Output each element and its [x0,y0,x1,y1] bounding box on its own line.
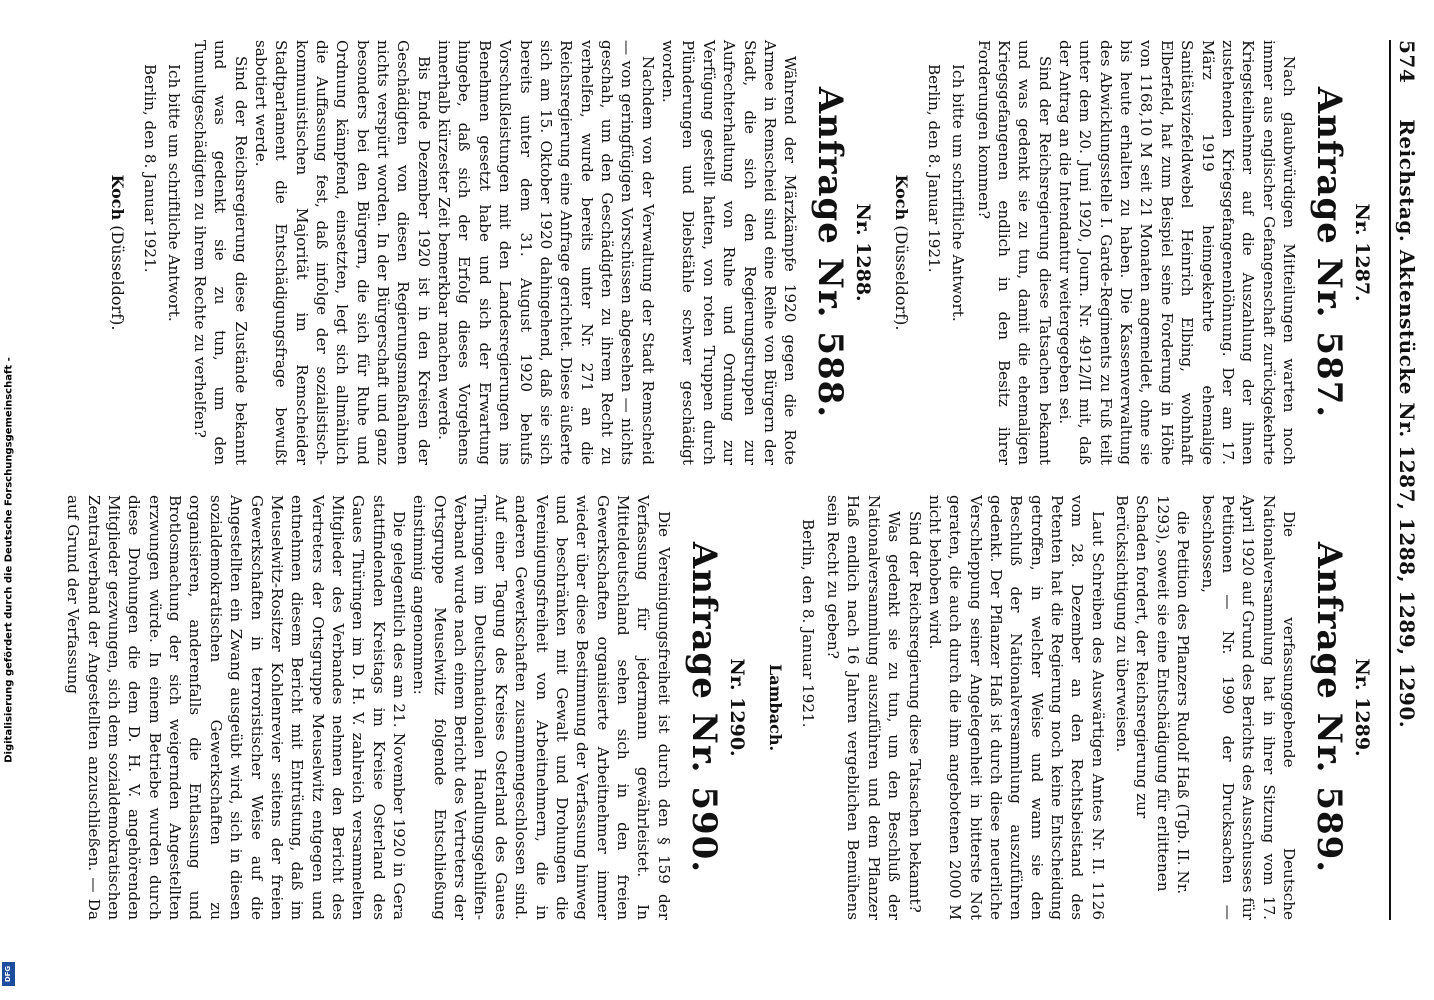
document-number: Nr. 1287. [1351,203,1373,302]
text-columns [45,40,1383,920]
page-header [1389,40,1419,920]
quoted-resolution: die Petition des Pflanzers Rudolf Haß (Tgb. II. Nr. 1293), soweit sie eine Entschädigung für erlittenen Schaden fordert, der Reichsregierung zur Berücksichtigung zu überweisen. [1113,495,1193,895]
document-number: Nr. 1289. [1351,658,1373,757]
signature-place: (Düsseldorf). [108,225,128,331]
document-1287 [892,40,1373,465]
page-number: 574 [1395,40,1419,84]
signature-name: Lambach. [765,663,785,752]
body-paragraph: Nachdem von der Verwaltung der Stadt Remscheid — von geringfügigen Vorschüssen abgesehen — nichts geschah, um den Geschädigten zu ihrem Recht zu verhelfen, wurde bereits unter Nr. 271 an die Reichsregierung eine Anfrage gerichtet. Diese äußerte sich am 15. Oktober 1920 dahingehend, daß sie sich bereits unter dem 31. August 1920 behufs Vorschußleistungen mit den Landesregierungen ins Benehmen gesetzt habe und sich der Erwartung hingebe, daß sich der Erfolg dieses Vorgehens innerhalb kürzester Zeit bemerkbar machen werde. [435,40,657,465]
question-paragraph: Sind der Reichsregierung diese Tatsachen bekannt und was gedenkt sie zu tun, damit die ehemaligen Kriegsgefangenen endlich in den Besitz ihrer Forderungen kommen? [974,40,1054,465]
date-line: Berlin, den 8. Januar 1921. [141,64,160,273]
right-column [45,495,1383,920]
resolution-paragraph: Die gelegentlich des am 21. November 1920 in Gera stattfindenden Kreistags im Kreise Osterland des Gaues Thüringen im D. H. V. zahlreich versammelten Mitglieder des Verbandes nehmen den Bericht des Vertreters der Ortsgruppe Meuselwitz entgegen und entnehmen diesem Bericht mit Entrüstung, daß im Meuselwitz-Rositzer Kohlenrevier seitens der freien Gewerkschaften in terroristischer Weise auf die Angestellten ein Zwang ausgeübt wird, sich in diesen sozialdemokratischen Gewerkschaften zu organisieren, anderenfalls die Entlassung und Brotlosmachung der sich weigernden Angestellten erzwungen würde. In einem Betriebe wurden durch diese Drohungen die dem D. H. V. angehörenden Mitglieder gezwungen, sich dem sozialdemokratischen Zentralverband der Angestellten anzuschließen. — Da auf Grund der Verfassung [64,495,409,920]
body-paragraph: Die verfassunggebende Deutsche Nationalversammlung hat in ihrer Sitzung vom 17. April 1920 auf Grund des Berichts des Ausschusses für Petitionen — Nr. 1990 der Drucksachen — beschlossen, [1198,495,1298,920]
document-number: Nr. 1288. [852,203,875,302]
page-header-title: Reichstag. Aktenstücke Nr. 1287, 1288, 1289, 1290. [1395,119,1419,729]
signature [766,495,785,920]
digitization-credit: Digitalisierung gefördert durch die Deutsche Forschungsgemeinschaft - [3,357,15,763]
signature [892,40,911,465]
inquiry-title: Anfrage Nr. 589. [1309,541,1349,874]
date-line: Berlin, den 8. Januar 1921. [925,64,944,273]
body-paragraph: Die Vereinigungsfreiheit ist durch den § 159 der Verfassung für jedermann gewährleistet. In Mitteldeutschland sehen sich in den freien Gewerkschaften organisierte Arbeitnehmer immer wieder über diese Bestimmung der Verfassung hinweg und beschränken mit Gewalt und Drohungen die Vereinigungsfreiheit von Arbeitnehmern, die in anderen Gewerkschaften zusammengeschlossen sind. Auf einer Tagung des Kreises Osterland des Gaues Thüringen im Deutschnationalen Handlungsgehilfen-Verband wurde nach einem Bericht des Vertreters der Ortsgruppe Meuselwitz folgende Entschließung einstimmig angenommen: [410,495,673,920]
body-paragraph: Sind der Reichsregierung diese Tatsachen bekannt? [905,511,924,913]
inquiry-title: Anfrage Nr. 590. [683,541,724,874]
body-paragraph: Bis Ende Dezember 1920 ist in den Kreisen der Geschädigten von diesen Regierungsmaßnahmen nichts verspürt worden. In der Bürgerschaft und ganz besonders bei den Bürgern, die sich für Ruhe und Ordnung kämpfend, einsetzten, legt sich allmählich die Auffassung fest, daß infolge der sozialistisch-kommunistischen Majorität im Remscheider Stadtparlament die Entschädigungsfrage bewußt sabotiert werde. [251,40,433,465]
dfg-logo-text: DFG [4,965,13,983]
date-line: Berlin, den 8. Januar 1921. [798,519,817,728]
signature-name: Koch [108,174,128,221]
question-paragraph: Was gedenkt sie zu tun, um den Beschluß der Nationalversammlung auszuführen und dem Pflanzer Haß endlich nach 16 Jahren vergeblichen Bemühens sein Recht zu geben? [824,495,904,920]
body-paragraph: Während der Märzkämpfe 1920 gegen die Rote Armee in Remscheid sind eine Reihe von Bürgern der Stadt, die sich den Regierungstruppen zur Aufrechterhaltung von Ruhe und Ordnung zur Verfügung gestellt hatten, von roten Truppen durch Plünderungen und Diebstähle schwer geschädigt worden. [659,40,800,465]
date-line: Ich bitte um schriftliche Antwort. [949,64,968,322]
inquiry-title: Anfrage Nr. 588. [810,86,851,419]
document-1288 [108,40,874,465]
body-paragraph: Nach glaubwürdigen Mitteilungen warten noch immer aus englischer Gefangenschaft zurückgekehrte Kriegsteilnehmer auf die Auszahlung der ihnen zustehenden Kriegsgefangenenlöhnung. Der am 17. März 1919 heimgekehrte ehemalige Sanitätsvizefeldwebel Heinrich Elbing, wohnhaft Elberfeld, hat zum Beispiel seine Forderung in Höhe von 1168,10 M seit 21 Monaten angemeldet, ohne sie bis heute erhalten zu haben. Die Kassenverwaltung des Abwicklungsstelle I. Garde-Regiments zu Fuß teilt unter dem 20. Juni 1920, Journ. Nr. 4912/II mit, daß der Antrag an die Intendantur weitergegeben sei. [1056,40,1298,465]
question-paragraph: Sind der Reichsregierung diese Zustände bekannt und was gedenkt sie zu tun, um den Tumultgeschädigten zu ihrem Rechte zu verhelfen? [190,40,250,465]
left-column [45,40,1383,465]
page-content [45,40,1419,920]
inquiry-title: Anfrage Nr. 587. [1309,86,1349,419]
request-line: Ich bitte um schriftliche Antwort. [165,64,184,322]
document-1289 [766,495,1373,920]
document-number: Nr. 1290. [725,658,748,757]
signature-name: Koch [892,174,912,221]
document-1290 [63,495,748,920]
signature-place: (Düsseldorf). [892,225,912,331]
signature [108,40,127,465]
body-paragraph: Laut Schreiben des Auswärtigen Amtes Nr. II. 1126 vom 28. Dezember an den Rechtsbeistand des Petenten hat die Regierung noch keine Entscheidung getroffen, in welcher Weise und wann sie den Beschluß der Nationalversammlung auszuführen gedenkt. Der Pflanzer Haß ist durch diese neuerliche Verschleppung seiner Angelegenheit in bitterste Not geraten, die auch durch die ihm angebotenen 2000 M nicht behoben wird. [925,495,1107,920]
